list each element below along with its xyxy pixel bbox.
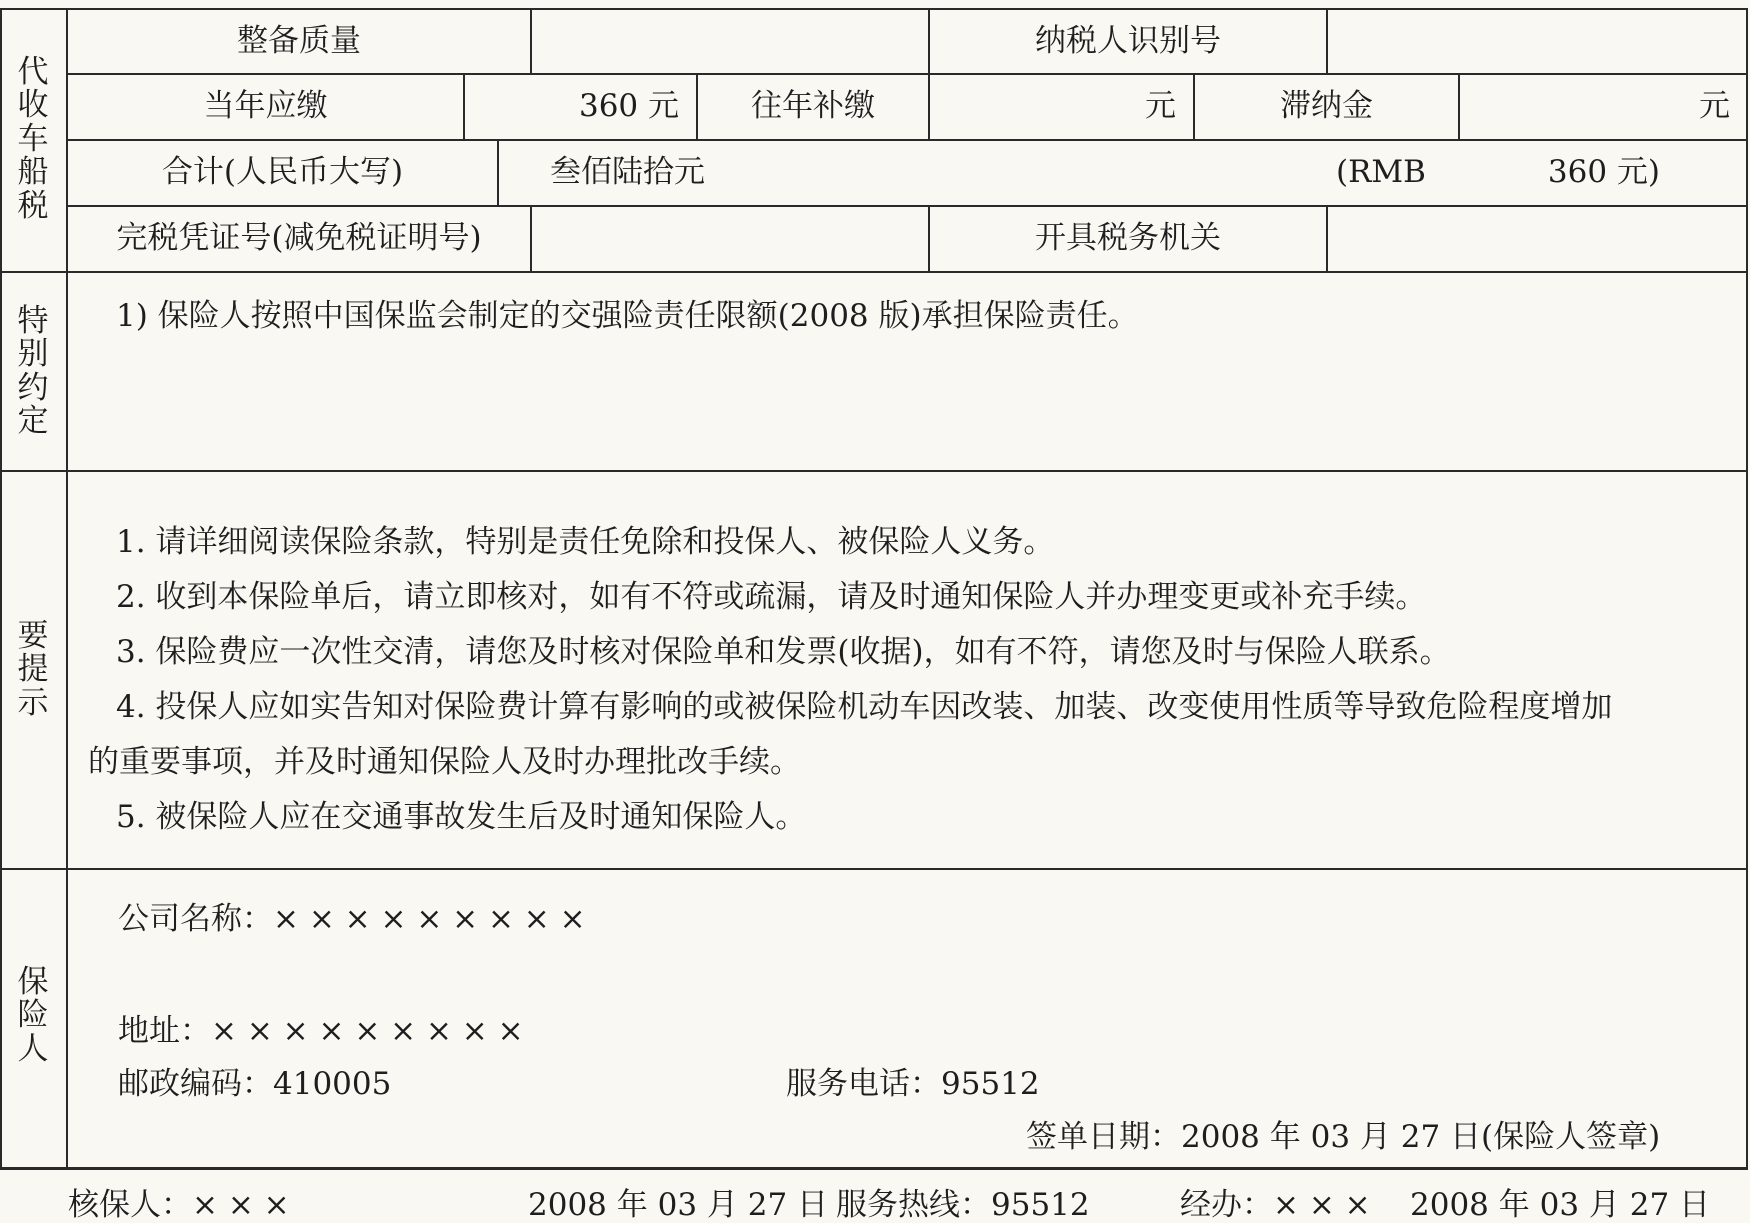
tax-section-label: 代 收 车 船 税 [17, 54, 49, 224]
notice-section-label: 要 提 示 [17, 618, 49, 721]
company-address: 地址：× × × × × × × × × [118, 1013, 524, 1049]
postal-code: 邮政编码：410005 [118, 1066, 392, 1102]
notice-item: 5. 被保险人应在交通事故发生后及时通知保险人。 [116, 799, 807, 835]
service-hotline: 服务热线：95512 [836, 1187, 1090, 1223]
total-rmb-prefix: (RMB [1336, 154, 1426, 190]
total-label: 合计(人民币大写) [161, 154, 404, 190]
prior-year-label: 往年补缴 [751, 88, 875, 124]
handler: 经办：× × × [1180, 1187, 1371, 1223]
total-rmb-value: 360 元) [1547, 154, 1660, 190]
table-border-bottom [0, 1167, 1748, 1170]
col-divider [530, 8, 532, 74]
sign-date: 签单日期：2008 年 03 月 27 日(保险人签章) [1026, 1119, 1661, 1155]
section-divider [0, 271, 1748, 273]
col-divider [1326, 8, 1328, 74]
section-divider [0, 470, 1748, 472]
curb-weight-label: 整备质量 [237, 23, 361, 59]
special-agreement-text: 1) 保险人按照中国保监会制定的交强险责任限额(2008 版)承担保险责任。 [116, 298, 1139, 334]
special-section-label: 特 别 约 定 [17, 303, 49, 440]
col-divider [497, 139, 499, 206]
tax-office-label: 开具税务机关 [1035, 220, 1221, 256]
notice-item: 2. 收到本保险单后，请立即核对，如有不符或疏漏，请及时通知保险人并办理变更或补充手续。 [116, 579, 1427, 615]
row-divider [66, 205, 1748, 207]
total-amount-words: 叁佰陆拾元 [550, 154, 705, 190]
col-divider [1326, 205, 1328, 272]
current-year-label: 当年应缴 [203, 88, 328, 124]
notice-item: 1. 请详细阅读保险条款，特别是责任免除和投保人、被保险人义务。 [116, 524, 1055, 560]
company-name: 公司名称：× × × × × × × × × [118, 901, 586, 937]
col-divider [530, 205, 532, 272]
table-border-top [0, 8, 1748, 10]
insurer-section-label: 保 险 人 [17, 964, 49, 1067]
underwriter-date: 2008 年 03 月 27 日 [528, 1187, 829, 1223]
handler-date: 2008 年 03 月 27 日 [1410, 1187, 1711, 1223]
taxpayer-id-label: 纳税人识别号 [1035, 23, 1221, 59]
row-divider [66, 73, 1748, 75]
notice-item-continued: 的重要事项，并及时通知保险人及时办理批改手续。 [88, 744, 801, 780]
current-year-value: 360 元 [578, 88, 679, 124]
row-divider [66, 139, 1748, 141]
service-phone: 服务电话：95512 [786, 1066, 1040, 1102]
notice-item: 3. 保险费应一次性交清，请您及时核对保险单和发票(收据)，如有不符，请您及时与保险人联系。 [116, 634, 1451, 670]
underwriter: 核保人：× × × [68, 1187, 290, 1223]
section-divider [0, 868, 1748, 870]
notice-item: 4. 投保人应如实告知对保险费计算有影响的或被保险机动车因改装、加装、改变使用性质等导致危险程度增加 [116, 689, 1613, 725]
late-fee-label: 滞纳金 [1280, 88, 1373, 124]
late-fee-value: 元 [1699, 88, 1730, 124]
prior-year-value: 元 [1145, 88, 1176, 124]
certificate-label: 完税凭证号(减免税证明号) [116, 220, 482, 256]
